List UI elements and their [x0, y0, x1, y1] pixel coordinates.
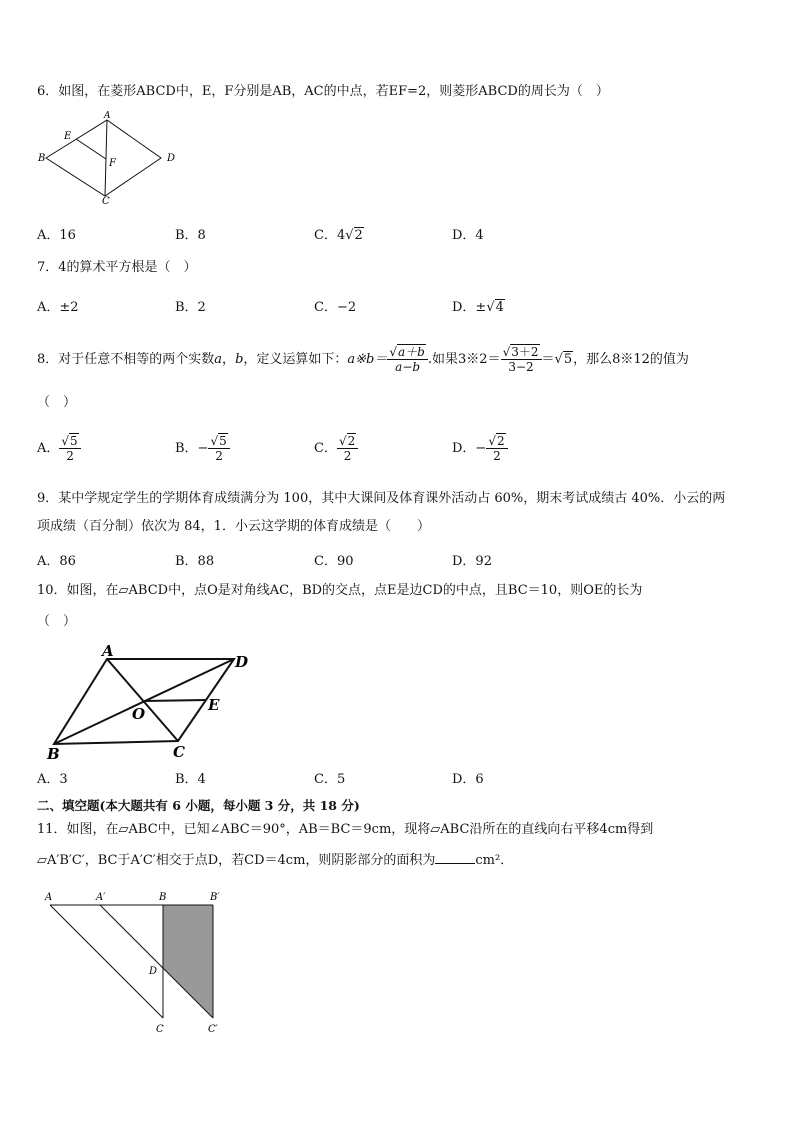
label-D: D: [149, 966, 158, 977]
option-c: C．5: [314, 772, 346, 787]
question-9-line1: 9．某中学规定学生的学期体育成绩满分为 100，其中大课间及体育课外活动占 60%，期末考试成绩古 40%．小云的两: [37, 491, 726, 506]
option-d: D．4: [452, 228, 484, 243]
parallelogram-figure: [42, 640, 254, 768]
question-7-text: 7．4的算术平方根是（ ）: [37, 260, 197, 275]
label-E: E: [208, 696, 220, 714]
label-C-prime: C′: [208, 1024, 218, 1035]
shaded-region: [163, 905, 213, 1018]
question-11-line2: ▱A′B′C′，BC于A′C′相交于点D，若CD＝4cm，则阴影部分的面积为 cm²．: [37, 853, 514, 868]
question-8-text: 8．对于任意不相等的两个实数a，b，定义运算如下：a※b＝ $\frac{√a+b}{a-b}$ .如果3※2＝ $\frac{√3+2}{3-2}$ ＝√5，那么8※12的值为: [37, 345, 689, 374]
option-b: B．− $\frac{√5}{2}$: [175, 434, 230, 463]
label-A: A: [45, 892, 53, 903]
question-11-line1: 11．如图，在▱ABC中，已知∠ABC＝90°，AB＝BC＝9cm，现将▱ABC沿所在的直线向右平移4cm得到: [37, 822, 654, 837]
question-8-paren: （ ）: [37, 395, 77, 410]
label-A-prime: A′: [96, 892, 106, 903]
question-10-text: 10．如图，在▱ABCD中，点O是对角线AC，BD的交点，点E是边CD的中点，且BC＝10，则OE的长为: [37, 583, 643, 598]
rhombus-figure: [30, 108, 190, 208]
option-b: B．8: [175, 228, 206, 243]
label-F: F: [109, 158, 116, 169]
option-c: C．4√2: [314, 228, 363, 243]
question-9-line2: 项成绩（百分制）依次为 84，1．小云这学期的体育成绩是（ ）: [37, 519, 430, 534]
option-c: C．−2: [314, 300, 357, 315]
label-C: C: [173, 743, 185, 761]
label-C: C: [102, 196, 110, 207]
translation-figure: [40, 886, 240, 1036]
label-C: C: [156, 1024, 164, 1035]
label-D: D: [167, 153, 176, 164]
label-D: D: [235, 653, 249, 671]
question-10-paren: （ ）: [37, 614, 77, 629]
label-B: B: [38, 153, 46, 164]
option-b: B．88: [175, 554, 215, 569]
label-O: O: [132, 705, 146, 723]
label-B: B: [159, 892, 167, 903]
label-B: B: [47, 745, 60, 763]
label-E: E: [64, 131, 72, 142]
option-b: B．2: [175, 300, 206, 315]
label-A: A: [104, 111, 111, 121]
option-d: D．− $\frac{√2}{2}$: [452, 434, 508, 463]
option-d: D．92: [452, 554, 492, 569]
label-A: A: [102, 642, 114, 660]
answer-blank[interactable]: [435, 851, 475, 864]
option-c: C．90: [314, 554, 354, 569]
option-a: A．86: [37, 554, 76, 569]
question-6-text: 6．如图，在菱形ABCD中，E，F分别是AB，AC的中点，若EF=2，则菱形ABCD的周长为（ ）: [37, 84, 609, 99]
option-a: A．3: [37, 772, 68, 787]
option-d: D．±√4: [452, 300, 504, 315]
option-a: A．±2: [37, 300, 79, 315]
label-B-prime: B′: [210, 892, 220, 903]
option-a: A． $\frac{√5}{2}$: [37, 434, 81, 463]
option-b: B．4: [175, 772, 206, 787]
option-a: A．16: [37, 228, 76, 243]
section-heading: 二、填空题(本大题共有 6 小题，每小题 3 分，共 18 分): [37, 798, 360, 813]
option-c: C． $\frac{√2}{2}$: [314, 434, 358, 463]
option-d: D．6: [452, 772, 484, 787]
